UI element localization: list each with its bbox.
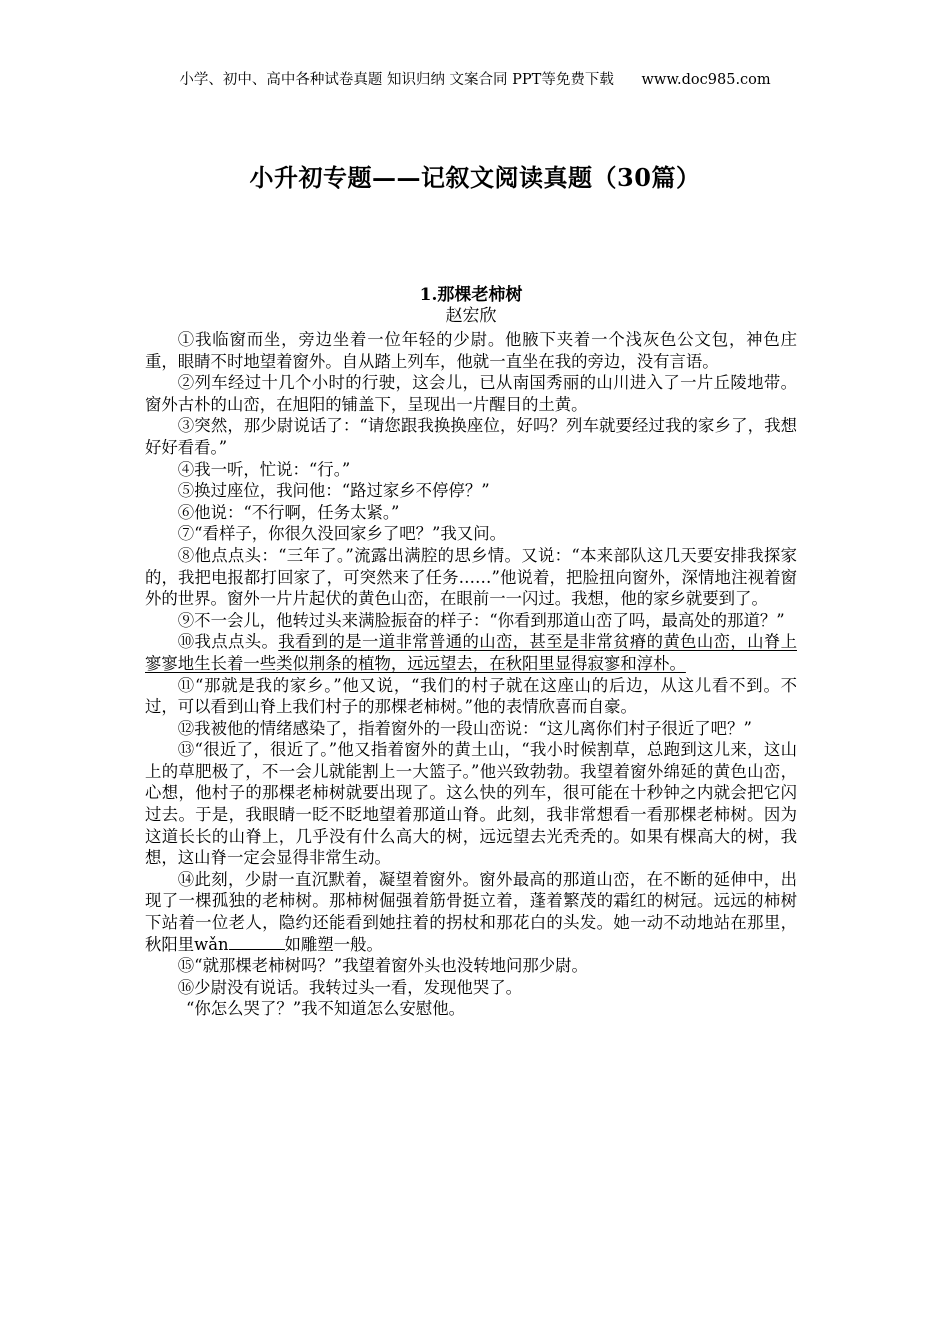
paragraph-4: ④我一听，忙说：“行。”	[177, 459, 351, 479]
paragraph-12: ⑫我被他的情绪感染了，指着窗外的一段山峦说：“这儿离你们村子很近了吧？”	[177, 718, 752, 738]
paragraph-3: ③突然，那少尉说话了：“请您跟我换换座位，好吗？列车就要经过我的家乡了，我想好好看看。”	[145, 416, 797, 457]
paragraph-7: ⑦“看样子，你很久没回家乡了吧？”我又问。	[177, 524, 506, 544]
article-author: 赵宏欣	[445, 306, 497, 326]
paragraph-16: ⑯少尉没有说话。我转过头一看，发现他哭了。	[177, 977, 522, 997]
paragraph-10-text: ⑩我点点头。	[177, 632, 279, 652]
article-title: 1.那棵老柿树	[419, 285, 523, 305]
paragraph-11: ⑪“那就是我的家乡。”他又说，“我们的村子就在这座山的后边，从这儿看不到。不过，可以看到山脊上我们村子的那棵老柿树。”他的表情欣喜而自豪。	[145, 675, 797, 717]
paragraph-9: ⑨不一会儿，他转过头来满脸振奋的样子：“你看到那道山峦了吗，最高处的那道？”	[177, 610, 785, 630]
paragraph-14	[145, 869, 797, 955]
paragraph-14-text: ⑭此刻，少尉一直沉默着，凝望着窗外。窗外最高的那道山峦，在不断的延伸中，出现了一棵孤独的老柿树。那柿树倔强着筋骨挺立着，蓬着繁茂的霜红的树冠。远远的柿树下站着一位老人，隐约还能看到她拄着的拐杖和那花白的头发。她一动不动地站在那里，秋阳里	[145, 869, 797, 954]
pinyin-prompt: wǎn	[194, 934, 229, 954]
paragraph-15: ⑮“就那棵老柿树吗？”我望着窗外头也没转地问那少尉。	[177, 956, 588, 976]
paragraph-13: ⑬“很近了，很近了。”他又指着窗外的黄土山，“我小时候割草，总跑到这儿来，这山上的草肥极了，不一会儿就能割上一大篮子。”他兴致勃勃。我望着窗外绵延的黄色山峦，心想，他村子的那棵老柿树就要出现了。这么快的列车，很可能在十秒钟之内就会把它闪过去。于是，我眼睛一眨不眨地望着那道山脊。此刻，我非常想看一看那棵老柿树。因为这道长长的山脊上，几乎没有什么高大的树，远远望去光秃秃的。如果有棵高大的树，我想，这山脊一定会显得非常生动。	[145, 740, 797, 868]
article	[145, 284, 797, 1020]
document-title: 小升初专题——记叙文阅读真题（30篇）	[249, 163, 701, 192]
paragraph-8: ⑧他点点头：“三年了。”流露出满腔的思乡情。又说：“本来部队这几天要安排我探家的，我把电报都打回家了，可突然来了任务……”他说着，把脸扭向窗外，深情地注视着窗外的世界。窗外一片片起伏的黄色山峦，在眼前一一闪过。我想，他的家乡就要到了。	[145, 545, 797, 609]
paragraph-14-end: 如雕塑一般。	[284, 934, 383, 954]
paragraph-2: ②列车经过十几个小时的行驶，这会儿，已从南国秀丽的山川进入了一片丘陵地带。窗外古朴的山峦，在旭阳的铺盖下，呈现出一片醒目的土黄。	[145, 373, 797, 414]
page-header: 小学、初中、高中各种试卷真题 知识归纳 文案合同 PPT等免费下载 www.doc985.com	[179, 72, 771, 88]
fill-in-blank	[229, 935, 285, 950]
paragraph-5: ⑤换过座位，我问他：“路过家乡不停停？”	[177, 481, 490, 501]
paragraph-10	[145, 631, 797, 674]
paragraph-1: ①我临窗而坐，旁边坐着一位年轻的少尉。他腋下夹着一个浅灰色公文包，神色庄重，眼睛不时地望着窗外。自从踏上列车，他就一直坐在我的旁边，没有言语。	[145, 330, 797, 371]
paragraph-17: “你怎么哭了？”我不知道怎么安慰他。	[186, 999, 466, 1019]
underlined-passage: 我看到的是一道非常普通的山峦，甚至是非常贫瘠的黄色山峦，山脊上寥寥地生长着一些类似荆条的植物，远远望去，在秋阳里显得寂寥和淳朴。	[145, 632, 797, 673]
paragraph-6: ⑥他说：“不行啊，任务太紧。”	[177, 502, 400, 522]
